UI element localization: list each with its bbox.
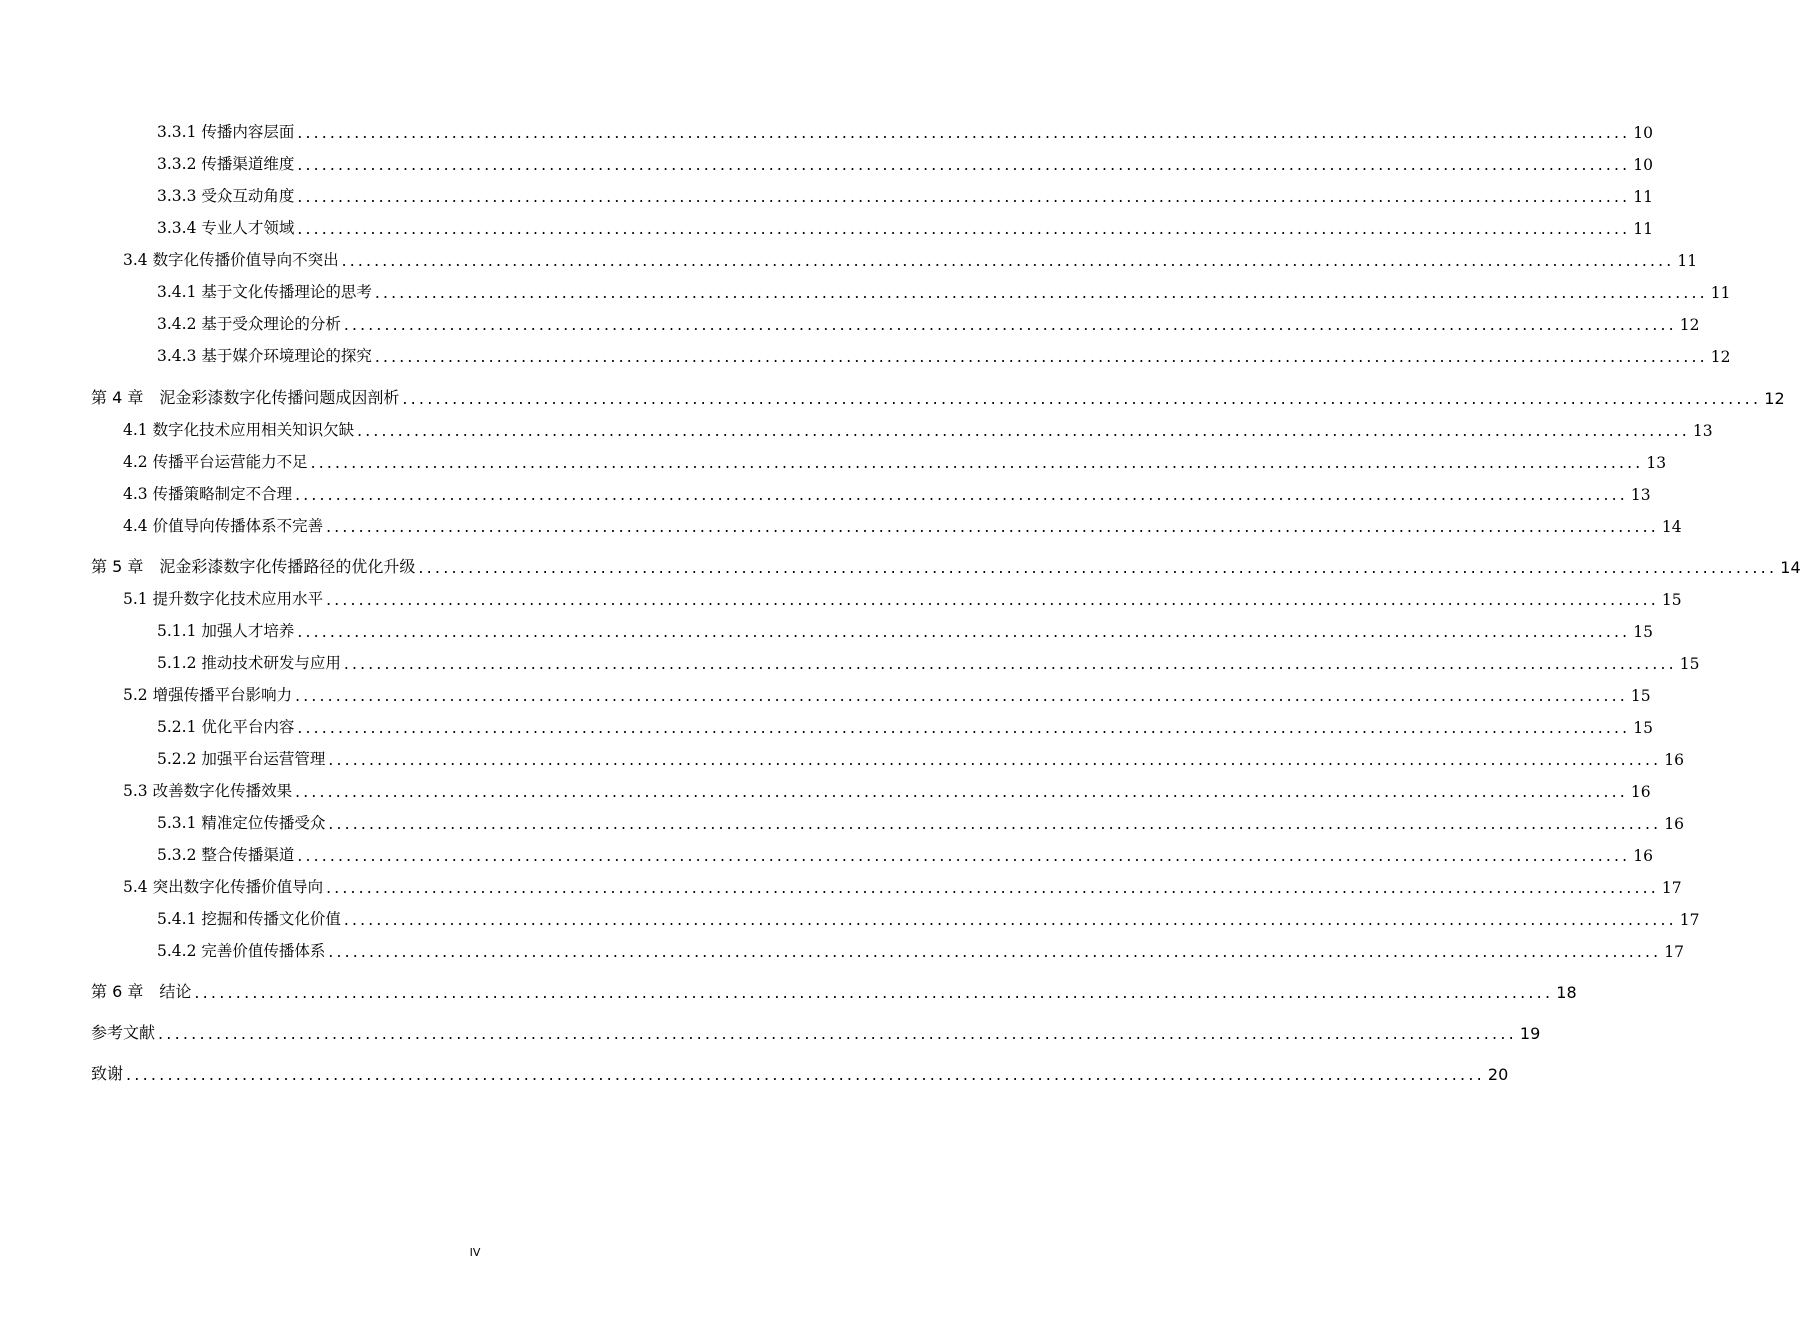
toc-entry-3-4-3[interactable] xyxy=(157,342,1731,366)
toc-entry-page: 13 xyxy=(1692,422,1713,440)
toc-entry-page: 19 xyxy=(1519,1024,1541,1043)
dot-leader: .................................................................................................................................................................... xyxy=(297,124,1631,142)
toc-entry-title: 3.3.2 传播渠道维度 xyxy=(157,155,295,173)
toc-entry-title: 5.3.1 精准定位传播受众 xyxy=(157,814,326,832)
toc-entry-title: 参考文献 xyxy=(91,1023,156,1042)
toc-entry-5-4-2[interactable] xyxy=(157,937,1684,961)
toc-entry-page: 15 xyxy=(1633,719,1653,737)
toc-chapter-6[interactable] xyxy=(91,978,1577,1002)
dot-leader: .................................................................................................................................................................... xyxy=(374,348,1708,366)
toc-entry-page: 12 xyxy=(1710,348,1731,366)
toc-entry-5-2[interactable] xyxy=(123,681,1651,705)
dot-leader: .................................................................................................................................................................... xyxy=(297,220,1631,238)
toc-entry-3-4[interactable] xyxy=(123,246,1698,270)
dot-leader: .................................................................................................................................................................... xyxy=(326,591,1659,609)
dot-leader: .................................................................................................................................................................... xyxy=(357,422,1690,440)
toc-entry-page: 13 xyxy=(1630,486,1651,504)
toc-entry-page: 11 xyxy=(1677,252,1698,270)
toc-entry-page: 12 xyxy=(1764,389,1785,408)
toc-entry-title: 3.4.1 基于文化传播理论的思考 xyxy=(157,283,372,301)
toc-entry-4-1[interactable] xyxy=(123,416,1713,440)
dot-leader: .................................................................................................................................................................... xyxy=(343,655,1677,673)
toc-entry-title: 5.1 提升数字化技术应用水平 xyxy=(123,590,324,608)
toc-entry-page: 15 xyxy=(1661,591,1682,609)
toc-entry-page: 17 xyxy=(1661,879,1682,897)
toc-entry-title: 5.1.1 加强人才培养 xyxy=(157,622,295,640)
dot-leader: .................................................................................................................................................................... xyxy=(297,188,1631,206)
dot-leader: .................................................................................................................................................................... xyxy=(295,687,1628,705)
dot-leader: .................................................................................................................................................................... xyxy=(402,389,1762,408)
dot-leader: .................................................................................................................................................................... xyxy=(343,911,1677,929)
toc-entry-5-1-2[interactable] xyxy=(157,649,1700,673)
dot-leader: .................................................................................................................................................................... xyxy=(343,316,1677,334)
toc-entry-page: 10 xyxy=(1633,156,1653,174)
toc-entry-page: 16 xyxy=(1633,847,1653,865)
dot-leader: .................................................................................................................................................................... xyxy=(126,1065,1485,1084)
toc-entry-title: 5.1.2 推动技术研发与应用 xyxy=(157,654,341,672)
toc-entry-title: 第 4 章 泥金彩漆数字化传播问题成因剖析 xyxy=(91,388,400,407)
toc-entry-title: 致谢 xyxy=(91,1064,124,1083)
toc-entry-page: 17 xyxy=(1664,943,1684,961)
toc-entry-3-4-2[interactable] xyxy=(157,310,1700,334)
toc-entry-3-3-2[interactable] xyxy=(157,150,1653,174)
toc-references[interactable] xyxy=(91,1019,1541,1043)
toc-entry-3-3-3[interactable] xyxy=(157,182,1653,206)
toc-entry-title: 5.4.1 挖掘和传播文化价值 xyxy=(157,910,341,928)
toc-chapter-5[interactable] xyxy=(91,553,1801,577)
dot-leader: .................................................................................................................................................................... xyxy=(310,454,1644,472)
dot-leader: .................................................................................................................................................................... xyxy=(295,783,1628,801)
toc-entry-page: 11 xyxy=(1710,284,1731,302)
toc-entry-page: 16 xyxy=(1630,783,1651,801)
toc-entry-4-4[interactable] xyxy=(123,512,1682,536)
toc-entry-page: 15 xyxy=(1633,623,1653,641)
toc-entry-title: 4.4 价值导向传播体系不完善 xyxy=(123,517,324,535)
toc-acknowledgements[interactable] xyxy=(91,1060,1509,1084)
toc-entry-5-2-1[interactable] xyxy=(157,713,1653,737)
toc-entry-title: 3.3.1 传播内容层面 xyxy=(157,123,295,141)
toc-entry-5-3-2[interactable] xyxy=(157,841,1653,865)
dot-leader: .................................................................................................................................................................... xyxy=(326,879,1659,897)
toc-entry-5-2-2[interactable] xyxy=(157,745,1684,769)
toc-entry-3-3-1[interactable] xyxy=(157,118,1653,142)
dot-leader: .................................................................................................................................................................... xyxy=(328,943,1662,961)
toc-entry-title: 4.1 数字化技术应用相关知识欠缺 xyxy=(123,421,355,439)
toc-entry-page: 14 xyxy=(1780,558,1801,577)
dot-leader: .................................................................................................................................................................... xyxy=(374,284,1708,302)
dot-leader: .................................................................................................................................................................... xyxy=(326,518,1659,536)
toc-entry-page: 11 xyxy=(1633,188,1653,206)
page-number: IV xyxy=(469,1246,481,1259)
dot-leader: .................................................................................................................................................................... xyxy=(328,751,1662,769)
toc-entry-title: 3.3.3 受众互动角度 xyxy=(157,187,295,205)
toc-entry-5-1[interactable] xyxy=(123,585,1682,609)
toc-entry-title: 5.2 增强传播平台影响力 xyxy=(123,686,293,704)
toc-entry-5-3[interactable] xyxy=(123,777,1651,801)
dot-leader: .................................................................................................................................................................... xyxy=(297,156,1631,174)
dot-leader: .................................................................................................................................................................... xyxy=(297,623,1631,641)
toc-entry-page: 15 xyxy=(1679,655,1700,673)
toc-entry-title: 5.3 改善数字化传播效果 xyxy=(123,782,293,800)
toc-entry-title: 第 6 章 结论 xyxy=(91,982,192,1001)
toc-entry-page: 14 xyxy=(1661,518,1682,536)
toc-entry-4-2[interactable] xyxy=(123,448,1667,472)
dot-leader: .................................................................................................................................................................... xyxy=(194,983,1554,1002)
dot-leader: .................................................................................................................................................................... xyxy=(418,558,1778,577)
toc-entry-title: 5.2.2 加强平台运营管理 xyxy=(157,750,326,768)
toc-entry-page: 15 xyxy=(1630,687,1651,705)
toc-entry-page: 12 xyxy=(1679,316,1700,334)
toc-entry-title: 3.4 数字化传播价值导向不突出 xyxy=(123,251,339,269)
toc-entry-title: 5.4.2 完善价值传播体系 xyxy=(157,942,326,960)
toc-entry-5-1-1[interactable] xyxy=(157,617,1653,641)
toc-entry-5-4-1[interactable] xyxy=(157,905,1700,929)
dot-leader: .................................................................................................................................................................... xyxy=(328,815,1662,833)
toc-entry-title: 5.2.1 优化平台内容 xyxy=(157,718,295,736)
toc-entry-title: 5.4 突出数字化传播价值导向 xyxy=(123,878,324,896)
toc-entry-page: 17 xyxy=(1679,911,1700,929)
dot-leader: .................................................................................................................................................................... xyxy=(341,252,1675,270)
toc-entry-page: 18 xyxy=(1556,983,1577,1002)
toc-entry-title: 4.2 传播平台运营能力不足 xyxy=(123,453,308,471)
toc-entry-page: 11 xyxy=(1633,220,1653,238)
toc-entry-3-4-1[interactable] xyxy=(157,278,1731,302)
toc-entry-5-4[interactable] xyxy=(123,873,1682,897)
toc-entry-page: 13 xyxy=(1646,454,1667,472)
toc-entry-page: 10 xyxy=(1633,124,1653,142)
toc-entry-page: 20 xyxy=(1487,1065,1509,1084)
dot-leader: .................................................................................................................................................................... xyxy=(297,847,1631,865)
dot-leader: .................................................................................................................................................................... xyxy=(158,1024,1517,1043)
dot-leader: .................................................................................................................................................................... xyxy=(297,719,1631,737)
toc-entry-page: 16 xyxy=(1664,815,1684,833)
toc-entry-title: 4.3 传播策略制定不合理 xyxy=(123,485,293,503)
toc-entry-title: 3.3.4 专业人才领域 xyxy=(157,219,295,237)
toc-entry-4-3[interactable] xyxy=(123,480,1651,504)
toc-chapter-4[interactable] xyxy=(91,384,1785,408)
toc-entry-title: 5.3.2 整合传播渠道 xyxy=(157,846,295,864)
toc-entry-5-3-1[interactable] xyxy=(157,809,1684,833)
toc-entry-3-3-4[interactable] xyxy=(157,214,1653,238)
toc-entry-title: 第 5 章 泥金彩漆数字化传播路径的优化升级 xyxy=(91,557,416,576)
toc-entry-title: 3.4.2 基于受众理论的分析 xyxy=(157,315,341,333)
dot-leader: .................................................................................................................................................................... xyxy=(295,486,1628,504)
toc-entry-title: 3.4.3 基于媒介环境理论的探究 xyxy=(157,347,372,365)
toc-entry-page: 16 xyxy=(1664,751,1684,769)
